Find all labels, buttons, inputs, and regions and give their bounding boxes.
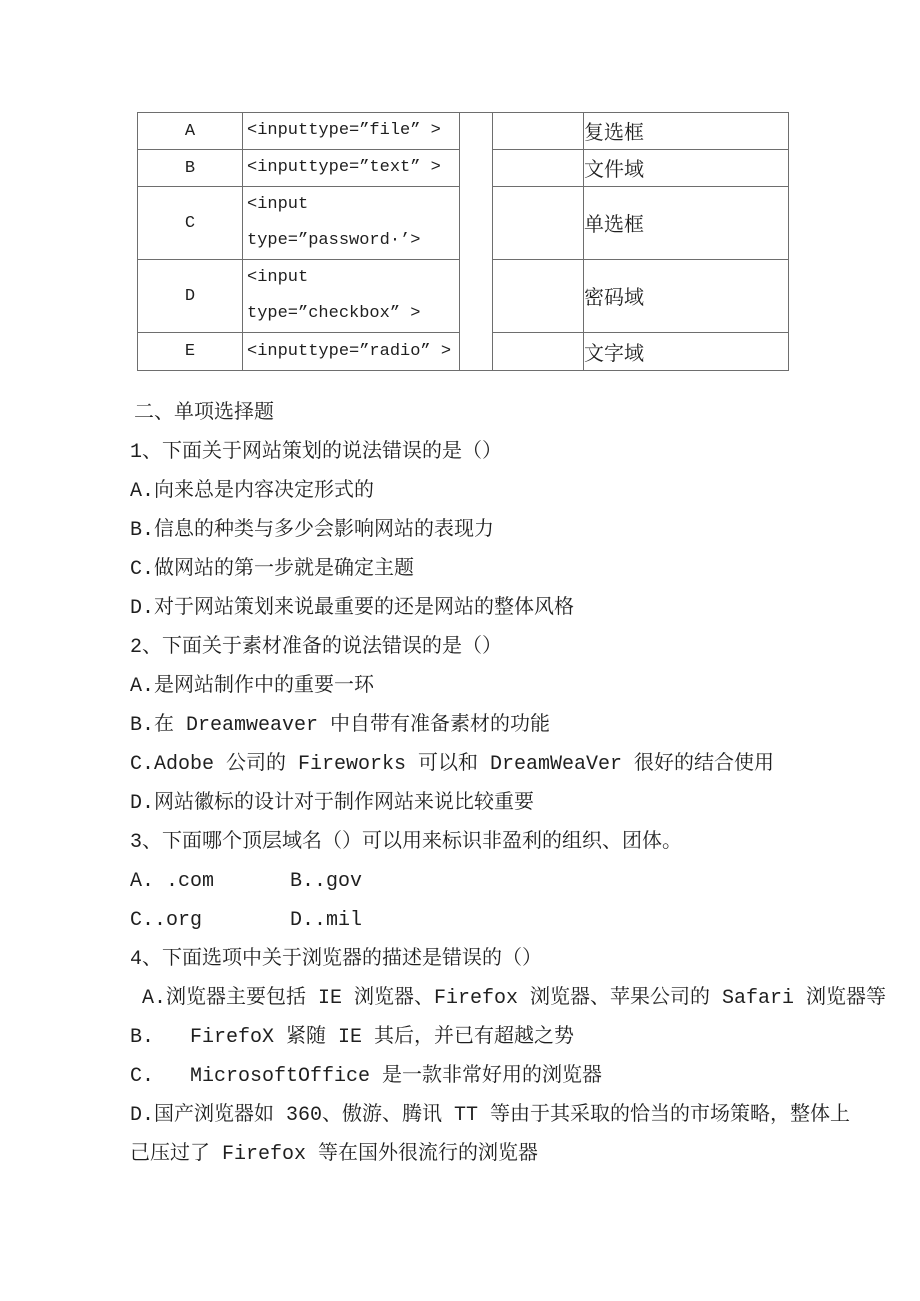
question-1-title: 1、下面关于网站策划的说法错误的是（） bbox=[130, 441, 503, 464]
code-text: type=”password·’> bbox=[247, 231, 421, 250]
code-text: <input bbox=[247, 268, 309, 287]
question-3-option-d: D..mil bbox=[290, 909, 363, 932]
question-2-option-b: B.在 Dreamweaver 中自带有准备素材的功能 bbox=[130, 714, 551, 737]
question-1-option-c: C.做网站的第一步就是确定主题 bbox=[130, 558, 415, 581]
section-title: 二、单项选择题 bbox=[134, 402, 274, 425]
question-1-option-a: A.向来总是内容决定形式的 bbox=[130, 480, 375, 503]
code-text: <inputtype=”text” > bbox=[247, 158, 441, 177]
question-3-option-b: B..gov bbox=[290, 870, 363, 893]
term-label: 文字域 bbox=[584, 333, 789, 371]
matching-table bbox=[137, 112, 789, 371]
question-3-options-row-1 bbox=[0, 862, 920, 901]
answer-cell bbox=[493, 333, 584, 371]
answer-cell bbox=[493, 113, 584, 150]
question-1-option-b: B.信息的种类与多少会影响网站的表现力 bbox=[130, 519, 495, 542]
question-4-title: 4、下面选项中关于浏览器的描述是错误的（） bbox=[130, 948, 543, 971]
question-3-title: 3、下面哪个顶层域名（）可以用来标识非盈利的组织、团体。 bbox=[130, 831, 683, 854]
answer-cell bbox=[493, 150, 584, 187]
answer-cell bbox=[493, 260, 584, 333]
matching-table-section bbox=[137, 112, 789, 371]
question-3-option-a: A. .com bbox=[130, 870, 215, 893]
code-cell bbox=[243, 150, 460, 187]
question-2-option-a: A.是网站制作中的重要一环 bbox=[130, 675, 375, 698]
questions-section bbox=[0, 394, 920, 1174]
question-4-option-d: D.国产浏览器如 360、傲游、腾讯 TT 等由于其采取的恰当的市场策略，整体上 bbox=[130, 1104, 851, 1127]
term-label: 单选框 bbox=[584, 187, 789, 260]
code-cell bbox=[243, 113, 460, 150]
option-letter: E bbox=[138, 333, 243, 371]
table-row bbox=[138, 113, 789, 150]
question-4-option-c: C. MicrosoftOffice 是一款非常好用的浏览器 bbox=[130, 1065, 603, 1088]
question-3-options-row-2 bbox=[0, 901, 920, 940]
table-spacer-cell bbox=[460, 113, 493, 371]
question-2-option-d: D.网站徽标的设计对于制作网站来说比较重要 bbox=[130, 792, 535, 815]
code-cell bbox=[243, 260, 460, 333]
term-label: 复选框 bbox=[584, 113, 789, 150]
question-1-option-d: D.对于网站策划来说最重要的还是网站的整体风格 bbox=[130, 597, 575, 620]
question-2-option-c: C.Adobe 公司的 Fireworks 可以和 DreamWeaVer 很好的结合使用 bbox=[130, 753, 775, 776]
option-letter: C bbox=[138, 187, 243, 260]
code-cell bbox=[243, 333, 460, 371]
code-cell bbox=[243, 187, 460, 260]
question-3-option-c: C..org bbox=[130, 909, 203, 932]
code-text: <inputtype=”radio” > bbox=[247, 341, 452, 361]
option-letter: D bbox=[138, 260, 243, 333]
code-text: <inputtype=”file” > bbox=[247, 121, 441, 140]
question-2-title: 2、下面关于素材准备的说法错误的是（） bbox=[130, 636, 503, 659]
term-label: 文件域 bbox=[584, 150, 789, 187]
question-4-option-d-continued: 己压过了 Firefox 等在国外很流行的浏览器 bbox=[130, 1143, 539, 1166]
question-4-option-a: A.浏览器主要包括 IE 浏览器、Firefox 浏览器、苹果公司的 Safari 浏览器等 bbox=[130, 987, 887, 1010]
option-letter: A bbox=[138, 113, 243, 150]
code-text: type=”checkbox” > bbox=[247, 304, 421, 323]
code-text: <input bbox=[247, 195, 309, 214]
term-label: 密码域 bbox=[584, 260, 789, 333]
answer-cell bbox=[493, 187, 584, 260]
question-4-option-b: B. FirefoX 紧随 IE 其后，并已有超越之势 bbox=[130, 1026, 575, 1049]
option-letter: B bbox=[138, 150, 243, 187]
